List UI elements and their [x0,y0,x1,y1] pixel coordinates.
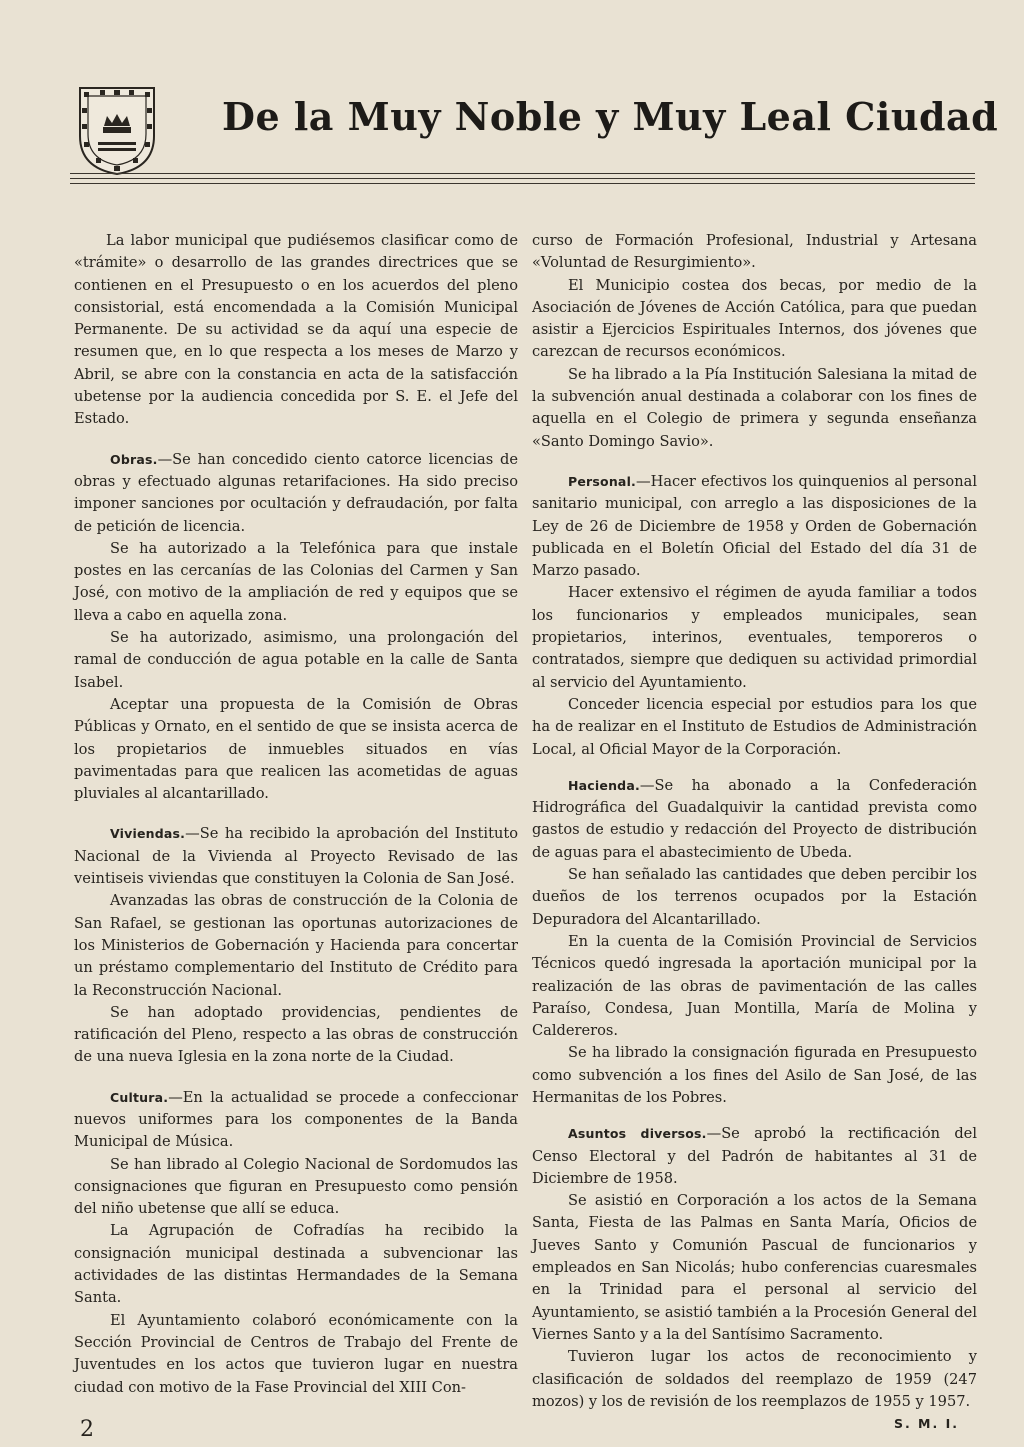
obras-paragraph: Obras.—Se han concedido ciento catorce licencias de obras y efectuado algunas retarifaciones. Ha sido preciso imponer sanciones por ocultación y defraudación, por falta de petición de licencia. [74,450,518,535]
right-column [532,230,977,1432]
paragraph: Tuvieron lugar los actos de reconocimiento y clasificación de soldados del reemplazo de 1959 (247 mozos) y los de revisión de los reemplazos de 1955 y 1957. [532,1348,977,1410]
paragraph: En la cuenta de la Comisión Provincial de Servicios Técnicos quedó ingresada la aportación municipal por la realización de las obras de pavimentación de las calles Paraíso, Condesa, Juan Montilla, María de Molina y Caldereros. [532,932,977,1040]
paragraph: Se ha librado la consignación figurada en Presupuesto como subvención a los fines del Asilo de San José, de las Hermanitas de los Pobres. [532,1044,977,1106]
paragraph: Se ha autorizado, asimismo, una prolongación del ramal de conducción de agua potable en la calle de Santa Isabel. [74,629,518,691]
section-heading-hacienda: Hacienda. [568,777,640,793]
viviendas-paragraph: Viviendas.—Se ha recibido la aprobación del Instituto Nacional de la Vivienda al Proyecto Revisado de las veintiseis viviendas que constituyen la Colonia de San José. [74,825,518,888]
asuntos-diversos-paragraph: Asuntos diversos.—Se aprobó la rectificación del Censo Electoral y del Padrón de habitantes al 31 de Diciembre de 1958. [532,1125,977,1187]
cultura-paragraph: Cultura.—En la actualidad se procede a confeccionar nuevos uniformes para los componentes de la Banda Municipal de Música. [74,1088,518,1151]
section-heading-asuntos-diversos: Asuntos diversos. [568,1126,707,1142]
paragraph: Se han señalado las cantidades que deben percibir los dueños de los terrenos ocupados por la Estación Depuradora del Alcantarillado. [532,866,977,928]
paragraph: Conceder licencia especial por estudios para los que ha de realizar en el Instituto de Estudios de Administración Local, al Oficial Mayor de la Corporación. [532,695,977,758]
paragraph: Se asistió en Corporación a los actos de la Semana Santa, Fiesta de las Palmas en Santa María, Oficios de Jueves Santo y Comunión Pascual de funcionarios y empleados en San Nicolás; hubo conferencias cuaresmales en la Trinidad para el personal al servicio del Ayuntamiento, se asistió también a la Procesión General del Viernes Santo y a la del Santísimo Sacramento. [532,1192,977,1343]
page-title: De la Muy Noble y Muy Leal Ciudad [222,94,999,139]
paragraph: Se ha librado a la Pía Institución Salesiana la mitad de la subvención anual destinada a colaborar con los fines de aquella en el Colegio de primera y segunda enseñanza «Santo Domingo Savio». [532,365,977,450]
personal-paragraph: Personal.—Hacer efectivos los quinquenios al personal sanitario municipal, con arreglo a las disposiciones de la Ley de 26 de Diciembre de 1958 y Orden de Gobernación publicada en el Boletín Oficial del Estado del día 31 de Marzo pasado. [532,472,977,580]
paragraph: El Municipio costea dos becas, por medio de la Asociación de Jóvenes de Acción Católica, para que puedan asistir a Ejercicios Espirituales Internos, dos jóvenes que carezcan de recursos económicos. [532,276,977,361]
section-heading-personal: Personal. [568,473,636,489]
paragraph: curso de Formación Profesional, Industrial y Artesana «Voluntad de Resurgimiento». [532,232,977,272]
paragraph: La Agrupación de Cofradías ha recibido la consignación municipal destinada a subvencionar las actividades de las distintas Hermandades de la Semana Santa. [74,1222,518,1307]
left-column [74,230,518,1410]
coat-of-arms-icon [76,84,158,176]
page-header [72,80,999,180]
paragraph: Se ha autorizado a la Telefónica para que instale postes en las cercanías de las Colonias del Carmen y San José, con motivo de la ampliación de red y equipos que se lleva a cabo en aquella zona. [74,539,518,624]
page-number: 2 [80,1417,94,1442]
header-rule-middle [70,178,975,179]
paragraph: Hacer extensivo el régimen de ayuda familiar a todos los funcionarios y empleados municipales, sean propietarios, interinos, eventuales, temporeros o contratados, siempre que dediquen su actividad primordial al servicio del Ayuntamiento. [532,584,977,691]
hacienda-paragraph: Hacienda.—Se ha abonado a la Confederación Hidrográfica del Guadalquivir la cantidad prevista como gastos de estudio y redacción del Proyecto de distribución de aguas para el abastecimiento de Ubeda. [532,776,977,861]
paragraph: Se han librado al Colegio Nacional de Sordomudos las consignaciones que figuran en Presupuesto como pensión del niño ubetense que allí se educa. [74,1155,518,1218]
intro-paragraph: La labor municipal que pudiésemos clasificar como de «trámite» o desarrollo de las grandes directrices que se contienen en el Presupuesto o en los acuerdos del pleno consistorial, está encomendada a la Comisión Municipal Permanente. De su actividad se da aquí una especie de resumen que, en lo que respecta a los meses de Marzo y Abril, se abre con la constancia en acta de la satisfacción ubetense por la audiencia concedida por S. E. el Jefe del Estado. [74,232,518,428]
paragraph: El Ayuntamiento colaboró económicamente con la Sección Provincial de Centros de Trabajo del Frente de Juventudes en los actos que tuvieron lugar en nuestra ciudad con motivo de la Fase Provincial del XIII Con- [74,1311,518,1396]
section-heading-obras: Obras. [110,451,158,467]
paragraph: Se han adoptado providencias, pendientes de ratificación del Pleno, respecto a las obras de construcción de una nueva Iglesia en la zona norte de la Ciudad. [74,1003,518,1066]
header-rule-bottom [70,183,975,184]
header-rule-top [70,173,975,174]
paragraph: Aceptar una propuesta de la Comisión de Obras Públicas y Ornato, en el sentido de que se insista acerca de los propietarios de inmuebles situados en vías pavimentadas para que realicen las acometidas de aguas pluviales al alcantarillado. [74,695,518,803]
section-heading-viviendas: Viviendas. [110,826,186,842]
paragraph: Avanzadas las obras de construcción de la Colonia de San Rafael, se gestionan las oportunas autorizaciones de los Ministerios de Gobernación y Hacienda para concertar un préstamo complementario del Instituto de Crédito para la Reconstrucción Nacional. [74,892,518,999]
section-heading-cultura: Cultura. [110,1089,169,1105]
author-signature: S. M. I. [893,1416,959,1432]
